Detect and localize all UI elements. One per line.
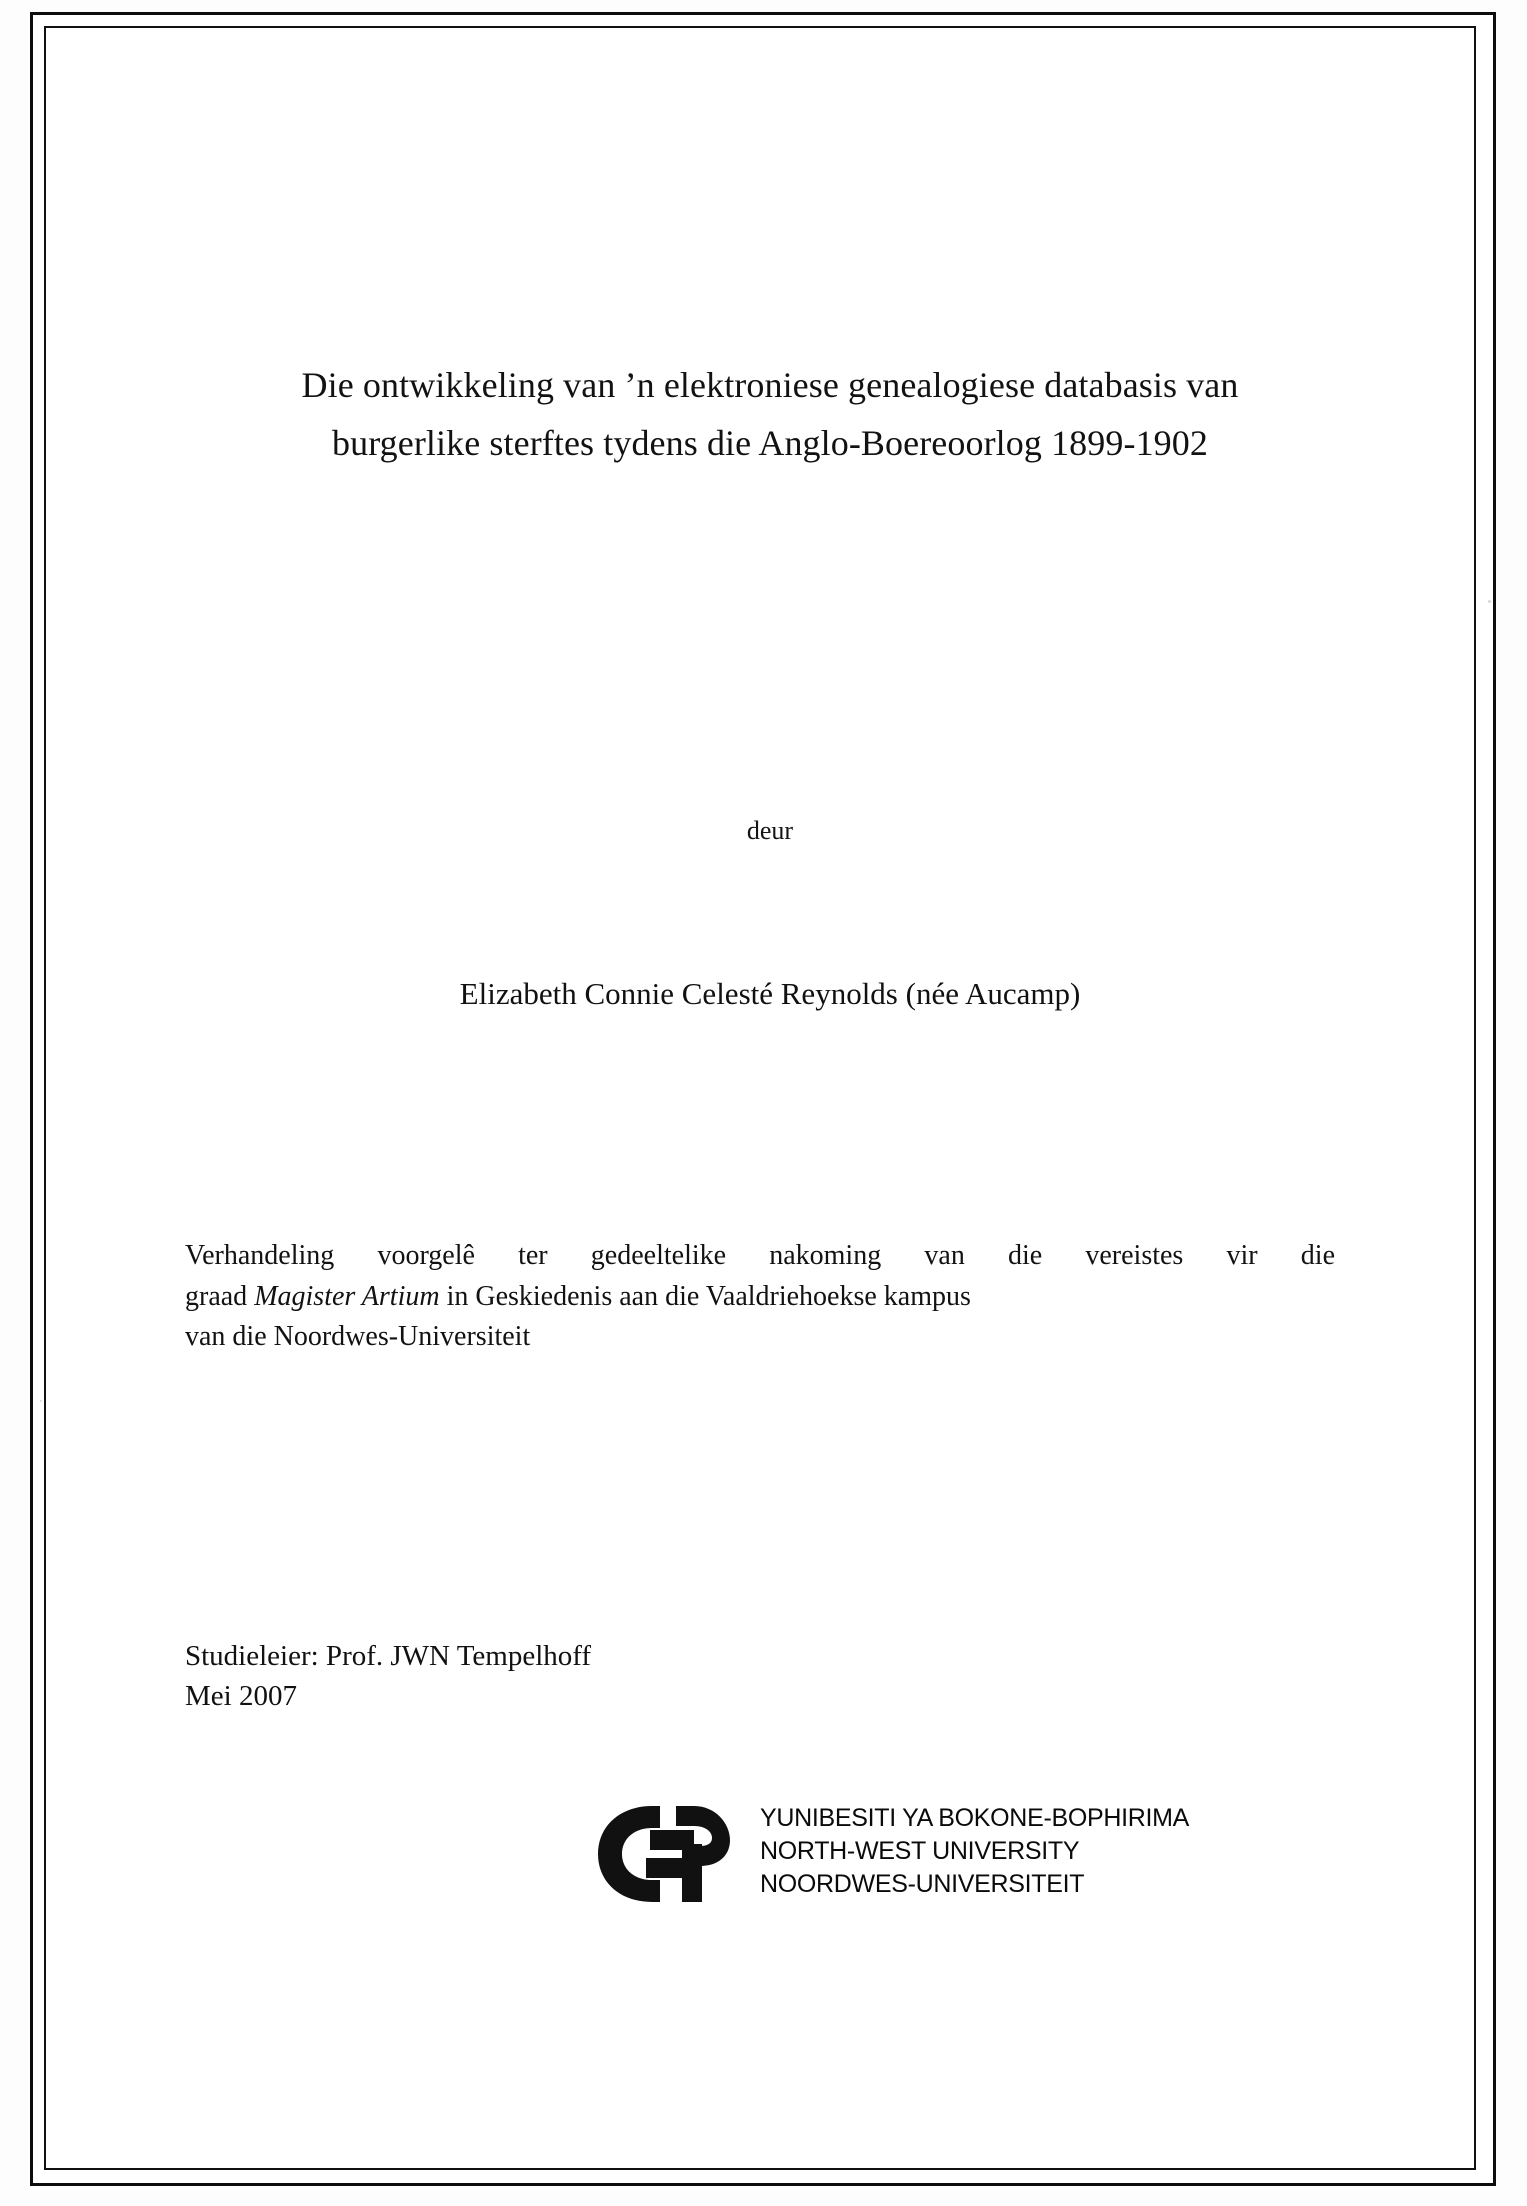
degree-statement-line-2-pre: graad [185,1280,255,1312]
university-logo-text [760,1802,1189,1901]
submission-date: Mei 2007 [185,1680,297,1713]
logo-text-line-1: YUNIBESITI YA BOKONE-BOPHIRIMA [760,1804,1190,1832]
degree-name-italic: Magister Artium [254,1280,440,1312]
degree-statement-line-3: van die Noordwes-Universiteit [185,1321,531,1353]
degree-statement-line-2-post: in Geskiedenis aan die Vaaldriehoekse kampus [439,1280,971,1312]
degree-statement-line-2 [185,1277,1335,1318]
page-content [130,26,1390,2166]
supervisor-name: Studieleier: Prof. JWN Tempelhoff [185,1640,592,1672]
document-title [180,356,1360,473]
title-line-1: Die ontwikkeling van ’n elektroniese genealogiese databasis van [301,365,1239,405]
logo-text-line-2: NORTH-WEST UNIVERSITY [760,1837,1080,1865]
degree-statement [185,1236,1335,1358]
degree-statement-line-1: Verhandeling voorgelê ter gedeeltelike nakoming van die vereistes vir die [185,1240,1335,1271]
by-label: deur [746,816,794,845]
author-name: Elizabeth Connie Celesté Reynolds (née Aucamp) [459,976,1081,1011]
logo-text-line-3: NOORDWES-UNIVERSITEIT [760,1870,1085,1898]
supervisor-block [185,1636,1185,1716]
university-logo-block [460,1794,1190,1924]
title-line-2: burgerlike sterftes tydens die Anglo-Boereoorlog 1899-1902 [332,423,1208,464]
north-west-university-logo-icon [590,1800,740,1908]
